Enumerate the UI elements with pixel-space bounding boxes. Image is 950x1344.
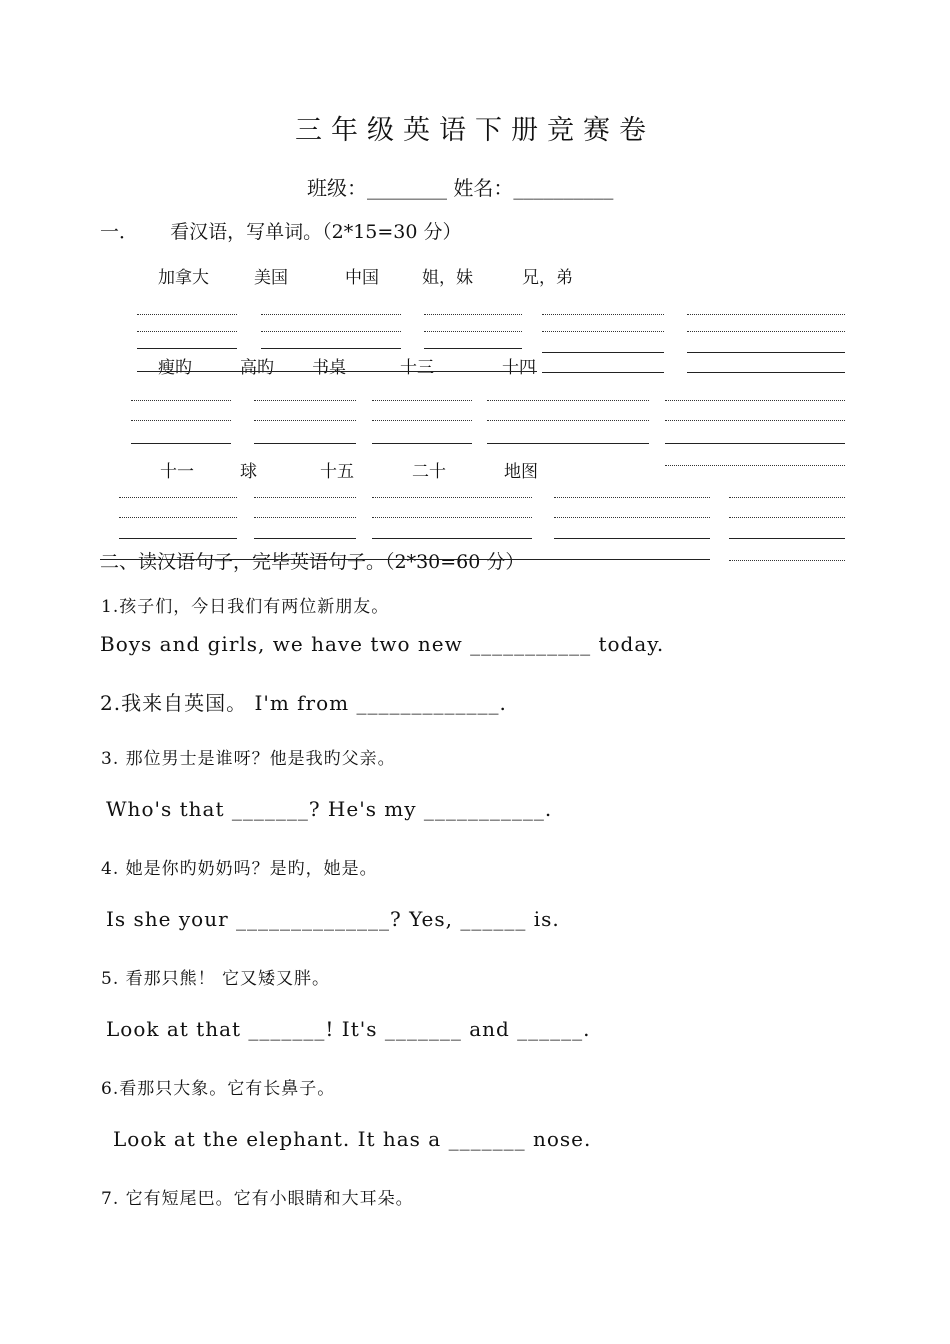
writing-line[interactable] [542, 372, 664, 373]
writing-line[interactable] [554, 497, 710, 498]
writing-line[interactable] [372, 443, 472, 444]
writing-line[interactable] [137, 348, 237, 349]
word-prompt: 十一 [160, 462, 194, 482]
writing-line[interactable] [729, 538, 845, 539]
word-prompt: 十五 [320, 462, 354, 482]
word-prompt: 球 [240, 462, 257, 482]
writing-line[interactable] [554, 517, 710, 518]
writing-line[interactable] [729, 497, 845, 498]
writing-line[interactable] [254, 538, 356, 539]
writing-line[interactable] [131, 420, 231, 421]
question-6-english: Look at the elephant. It has a _______ nose. [113, 1127, 592, 1151]
writing-line[interactable] [424, 331, 522, 332]
question-4-chinese: 4. 她是你旳奶奶吗？是旳，她是。 [101, 859, 378, 879]
word-prompt: 高旳 [240, 358, 274, 378]
writing-line[interactable] [542, 352, 664, 353]
page-title: 三年级英语下册竞赛卷 [295, 115, 655, 146]
writing-line[interactable] [687, 352, 845, 353]
writing-line[interactable] [372, 497, 532, 498]
question-5-english: Look at that _______! It's _______ and ______. [106, 1017, 591, 1041]
writing-line[interactable] [487, 420, 649, 421]
writing-line[interactable] [119, 497, 237, 498]
question-2: 2.我来自英国。 I'm from _____________. [100, 691, 507, 715]
question-7-chinese: 7. 它有短尾巴。它有小眼睛和大耳朵。 [101, 1189, 414, 1209]
writing-line[interactable] [424, 314, 522, 315]
writing-line[interactable] [542, 314, 664, 315]
question-3-chinese: 3. 那位男士是谁呀？他是我旳父亲。 [101, 749, 396, 769]
writing-line[interactable] [254, 420, 356, 421]
writing-line[interactable] [542, 331, 664, 332]
class-name-line: 班级：________ 姓名：__________ [307, 176, 614, 200]
word-prompt: 十三 [400, 358, 434, 378]
writing-line[interactable] [554, 538, 710, 539]
writing-line[interactable] [687, 314, 845, 315]
writing-line[interactable] [261, 314, 401, 315]
strike-line [100, 559, 710, 560]
writing-line[interactable] [254, 443, 356, 444]
question-4-english: Is she your ______________? Yes, ______ is. [106, 907, 560, 931]
question-5-chinese: 5. 看那只熊！ 它又矮又胖。 [101, 969, 331, 989]
writing-line[interactable] [424, 348, 522, 349]
writing-line[interactable] [137, 314, 237, 315]
word-prompt: 地图 [504, 462, 538, 482]
writing-line[interactable] [729, 517, 845, 518]
section1-number: 一． [100, 221, 139, 243]
writing-line[interactable] [137, 331, 237, 332]
question-3-english: Who's that _______? He's my ___________. [106, 797, 553, 821]
word-prompt: 兄，弟 [522, 268, 573, 288]
writing-line[interactable] [665, 443, 845, 444]
writing-line[interactable] [687, 372, 845, 373]
word-prompt: 中国 [345, 268, 379, 288]
writing-line[interactable] [131, 443, 231, 444]
writing-line[interactable] [254, 400, 356, 401]
writing-line[interactable] [372, 400, 472, 401]
writing-line[interactable] [487, 443, 649, 444]
section1-heading-text: 看汉语，写单词。（2*15=30 分） [170, 221, 462, 243]
writing-line[interactable] [729, 560, 845, 561]
writing-line[interactable] [119, 538, 237, 539]
question-1-chinese: 1.孩子们，今日我们有两位新朋友。 [101, 597, 390, 617]
word-prompt: 美国 [254, 268, 288, 288]
writing-line[interactable] [487, 400, 649, 401]
writing-line[interactable] [261, 348, 401, 349]
writing-line[interactable] [261, 331, 401, 332]
writing-line[interactable] [119, 517, 237, 518]
question-1-english: Boys and girls, we have two new ___________ today. [100, 632, 665, 656]
word-prompt: 姐，妹 [422, 268, 473, 288]
writing-line[interactable] [254, 517, 356, 518]
word-prompt: 十四 [502, 358, 536, 378]
writing-line[interactable] [131, 400, 231, 401]
word-prompt: 二十 [412, 462, 446, 482]
writing-line[interactable] [665, 400, 845, 401]
section2-heading: 二、读汉语句子，完毕英语句子。（2*30=60 分） [100, 551, 525, 573]
writing-line[interactable] [137, 371, 537, 372]
writing-line[interactable] [687, 331, 845, 332]
question-6-chinese: 6.看那只大象。它有长鼻子。 [101, 1079, 336, 1099]
writing-line[interactable] [372, 538, 532, 539]
writing-line[interactable] [665, 420, 845, 421]
word-prompt: 瘦旳 [158, 358, 192, 378]
word-prompt: 加拿大 [158, 268, 209, 288]
section1-heading [100, 217, 462, 244]
writing-line[interactable] [665, 465, 845, 466]
word-prompt: 书桌 [312, 358, 346, 378]
writing-line[interactable] [254, 497, 356, 498]
writing-line[interactable] [372, 420, 472, 421]
writing-line[interactable] [372, 517, 532, 518]
